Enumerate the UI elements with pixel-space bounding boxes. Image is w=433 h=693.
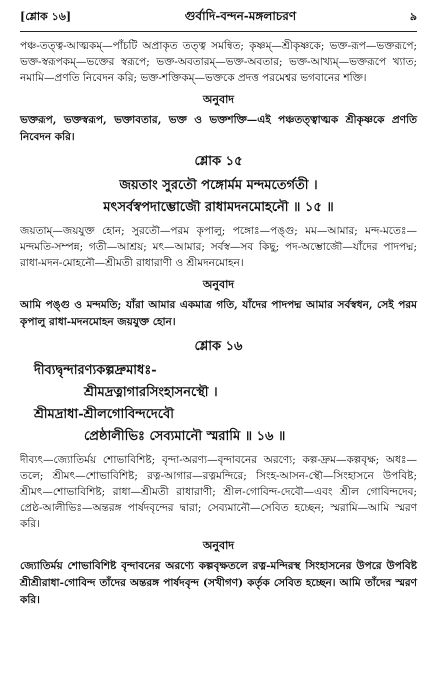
anuvad-label-15: অনুবাদ: [202, 278, 235, 291]
verse-15-line-1: জয়তাং সুরতৌ পঙ্গোর্মম মন্দমতের্গতী ।: [119, 178, 318, 193]
word-meanings-15: জয়তাম্—জয়যুক্ত হোন; সুরতৌ—পরম কৃপালু; পঙ্গোঃ—পঙ্গু; মম—আমার; মন্দ-মতেঃ—মন্দমতি-সম্পন্ন; গতী—আশ্রয়; মৎ—আমার; সর্বস্ব—সব কিছু; পদ-অম্ভোজৌ—যাঁদের পাদপদ্ম; রাধা-মদন-মোহনৌ—শ্রীমতী রাধারাণী ও শ্রীমদনমোহন।: [20, 225, 417, 269]
word-meanings-14: পঞ্চ-তত্ত্ব-আত্মকম্—পাঁচটি অপ্রাকৃত তত্ত্ব সমন্বিত; কৃষ্ণম্—শ্রীকৃষ্ণকে; ভক্ত-রূপ—ভক্তরূপে; ভক্ত-স্বরূপকম্—ভক্তের স্বরূপে; ভক্ত-অবতারম্—ভক্ত-অবতার; ভক্ত-আখ্যম্—ভক্তরূপে খ্যাত; নমামি—প্রণতি নিবেদন করি; ভক্ত-শক্তিকম্—ভক্তকে প্রদত্ত পরমেশ্বর ভগবানের শক্তি।: [20, 40, 417, 84]
header-chapter-title: গুর্বাদি-বন্দন-মঙ্গলাচরণ: [184, 9, 297, 23]
translation-14: ভক্তরূপ, ভক্তস্বরূপ, ভক্তাবতার, ভক্ত ও ভক্তশক্তি—এই পঞ্চতত্ত্বাত্মক শ্রীকৃষ্ণকে প্রণতি নিবেদন করি।: [20, 114, 417, 143]
verse-16-line-1: দীব্যদ্বৃন্দারণ্যকল্পদ্রুমাধঃ-: [34, 363, 157, 378]
anuvad-label-16: অনুবাদ: [202, 539, 235, 552]
page-header: [20, 8, 417, 28]
verse-16-line-2: শ্রীমদ্রত্নাগারসিংহাসনস্থৌ ।: [84, 385, 218, 400]
verse-16-number: শ্লোক ১৬: [194, 339, 243, 354]
translation-16: জ্যোতির্ময় শোভাবিশিষ্ট বৃন্দাবনের অরণ্যে কল্পবৃক্ষতলে রত্ন-মন্দিরস্থ সিংহাসনের উপরে উপবিষ্ট শ্রীশ্রীরাধা-গোবিন্দ তাঁদের অন্তরঙ্গ পার্ষদবৃন্দ (সখীগণ) কর্তৃক সেবিত হচ্ছেন। আমি তাঁদের স্মরণ করি।: [20, 560, 417, 606]
verse-16-line-3: শ্রীমদ্রাধা-শ্রীলগোবিন্দদেবৌ: [34, 407, 174, 422]
page-number: ৯: [409, 10, 417, 23]
verse-15-number: শ্লোক ১৫: [194, 154, 243, 169]
word-meanings-16: দীব্যৎ—জ্যোতির্ময় শোভাবিশিষ্ট; বৃন্দা-অরণ্য—বৃন্দাবনের অরণ্যে; কল্প-দ্রুম—কল্পবৃক্ষ; অধঃ—তলে; শ্রীমৎ—শোভাবিশিষ্ট; রত্ন-আগার—রত্নমন্দিরে; সিংহ-আসন-স্থৌ—সিংহাসনে উপবিষ্ট; শ্রীমৎ—শোভাবিশিষ্ট; রাধা—শ্রীমতী রাধারাণী; শ্রীল-গোবিন্দ-দেবৌ—এবং শ্রীল গোবিন্দদেব; প্রেষ্ঠ-আলীভিঃ—অন্তরঙ্গ পার্ষদবৃন্দের দ্বারা; সেব্যমানৌ—সেবিত হচ্ছেন; স্মরামি—আমি স্মরণ করি।: [20, 454, 417, 530]
header-verse-ref: [শ্লোক ১৬]: [20, 10, 72, 23]
header-rule: [20, 31, 417, 32]
verse-15-line-2: মৎসর্বস্বপদাম্ভোজৌ রাধামদনমোহনৌ ॥ ১৫ ॥: [103, 200, 334, 215]
translation-15: আমি পঙ্গু ও মন্দমতি; যাঁরা আমার একমাত্র গতি, যাঁদের পাদপদ্ম আমার সর্বস্বধন, সেই পরম কৃপালু রাধা-মদনমোহন জয়যুক্ত হোন।: [20, 299, 417, 328]
verse-16-line-4: প্রেষ্ঠালীভিঃ সেব্যমানৌ স্মরামি ॥ ১৬ ॥: [84, 429, 286, 444]
anuvad-label-14: অনুবাদ: [202, 93, 235, 106]
